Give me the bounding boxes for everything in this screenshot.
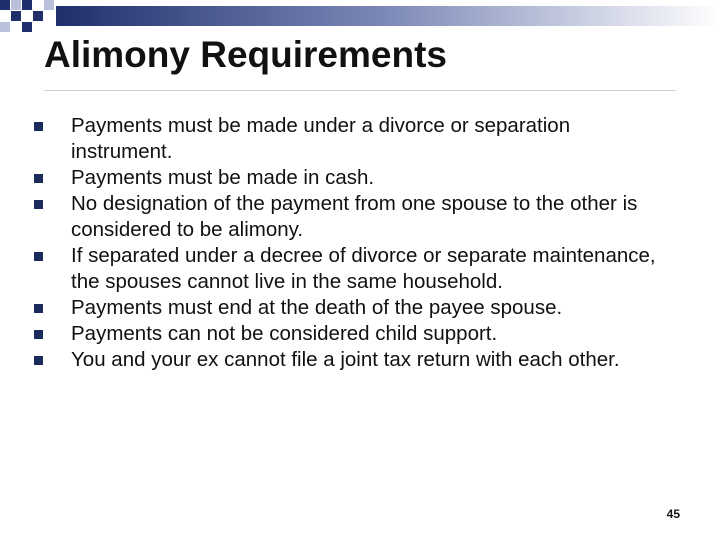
square-bullet-icon [34, 174, 43, 183]
bullet-item [34, 295, 674, 321]
square-bullet-icon [34, 330, 43, 339]
bullet-text: Payments must end at the death of the payee spouse. [71, 296, 563, 319]
bullet-item [34, 243, 674, 295]
bullet-item [34, 113, 674, 165]
bullet-text: No designation of the payment from one spouse to the other is considered to be alimony. [71, 192, 638, 241]
header-checker-squares [0, 0, 54, 32]
square-bullet-icon [34, 252, 43, 261]
bullet-item [34, 347, 674, 373]
bullet-text: Payments must be made under a divorce or separation instrument. [71, 114, 571, 163]
bullet-item [34, 191, 674, 243]
square-bullet-icon [34, 122, 43, 131]
bullet-text: You and your ex cannot file a joint tax return with each other. [71, 348, 620, 371]
header-gradient-bar [56, 6, 720, 26]
title-divider [44, 90, 676, 91]
bullet-item [34, 165, 674, 191]
square-bullet-icon [34, 356, 43, 365]
bullet-list [34, 113, 674, 373]
page-number: 45 [666, 507, 680, 521]
bullet-text: If separated under a decree of divorce or separate maintenance, the spouses cannot live in the same household. [71, 244, 656, 293]
bullet-text: Payments can not be considered child support. [71, 322, 498, 345]
bullet-text: Payments must be made in cash. [71, 166, 375, 189]
square-bullet-icon [34, 200, 43, 209]
slide-title: Alimony Requirements [44, 34, 447, 75]
bullet-item [34, 321, 674, 347]
square-bullet-icon [34, 304, 43, 313]
